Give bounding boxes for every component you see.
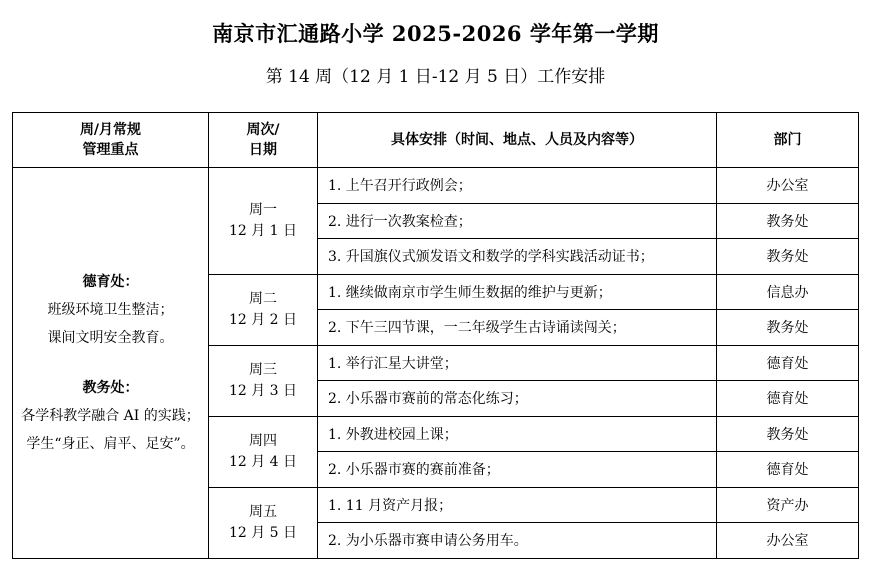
department-cell: 德育处 <box>717 381 859 417</box>
day-cell-wednesday <box>209 345 318 416</box>
date-label: 12 月 4 日 <box>228 453 298 470</box>
arrangement-cell: 1. 上午召开行政例会； <box>318 168 717 204</box>
header-focus-line1: 周/月常规 <box>79 122 142 138</box>
moral-focus-item: 班级环境卫生整洁； <box>47 301 174 318</box>
arrangement-cell: 2. 小乐器市赛前的常态化练习； <box>318 381 717 417</box>
header-department: 部门 <box>717 113 859 168</box>
table-row <box>13 168 859 204</box>
arrangement-cell: 2. 为小乐器市赛申请公务用车。 <box>318 523 717 559</box>
arrangement-cell: 1. 外教进校园上课； <box>318 416 717 452</box>
department-cell: 信息办 <box>717 274 859 310</box>
date-label: 12 月 2 日 <box>228 311 298 328</box>
day-cell-thursday <box>209 416 318 487</box>
department-cell: 德育处 <box>717 345 859 381</box>
arrangement-cell: 2. 下午三四节课，一二年级学生古诗诵读闯关； <box>318 310 717 346</box>
arrangement-cell: 1. 继续做南京市学生师生数据的维护与更新； <box>318 274 717 310</box>
day-cell-monday <box>209 168 318 275</box>
department-cell: 教务处 <box>717 203 859 239</box>
arrangement-cell: 2. 进行一次教案检查； <box>318 203 717 239</box>
department-cell: 资产办 <box>717 487 859 523</box>
arrangement-cell: 2. 小乐器市赛的赛前准备； <box>318 452 717 488</box>
arrangement-cell: 1. 11 月资产月报； <box>318 487 717 523</box>
academic-focus-item: 各学科教学融合 AI 的实践； <box>21 407 200 424</box>
weekday-label: 周四 <box>249 432 277 449</box>
date-label: 12 月 5 日 <box>228 524 298 541</box>
arrangement-cell: 3. 升国旗仪式颁发语文和数学的学科实践活动证书； <box>318 239 717 275</box>
department-cell: 教务处 <box>717 310 859 346</box>
management-focus-cell <box>13 168 209 559</box>
department-cell: 办公室 <box>717 523 859 559</box>
weekday-label: 周五 <box>249 503 277 520</box>
header-week-line2: 日期 <box>249 142 277 158</box>
header-focus <box>13 113 209 168</box>
department-cell: 办公室 <box>717 168 859 204</box>
schedule-table <box>12 112 859 559</box>
header-arrangement: 具体安排（时间、地点、人员及内容等） <box>318 113 717 168</box>
header-week-date <box>209 113 318 168</box>
day-cell-tuesday <box>209 274 318 345</box>
day-cell-friday <box>209 487 318 558</box>
moral-focus-item: 课间文明安全教育。 <box>47 329 174 346</box>
weekday-label: 周二 <box>249 290 277 307</box>
department-cell: 教务处 <box>717 416 859 452</box>
date-label: 12 月 1 日 <box>228 222 298 239</box>
date-label: 12 月 3 日 <box>228 382 298 399</box>
department-cell: 德育处 <box>717 452 859 488</box>
weekday-label: 周三 <box>249 361 277 378</box>
header-row <box>13 113 859 168</box>
page-subtitle: 第 14 周（12 月 1 日-12 月 5 日）工作安排 <box>265 67 606 87</box>
header-week-line1: 周次/ <box>246 122 280 138</box>
page-title: 南京市汇通路小学 2025-2026 学年第一学期 <box>212 21 659 46</box>
weekday-label: 周一 <box>249 201 277 218</box>
moral-dept-heading: 德育处： <box>82 273 139 290</box>
header-focus-line2: 管理重点 <box>82 142 139 158</box>
academic-dept-heading: 教务处： <box>82 379 139 396</box>
arrangement-cell: 1. 举行汇星大讲堂； <box>318 345 717 381</box>
department-cell: 教务处 <box>717 239 859 275</box>
academic-focus-item: 学生“身正、肩平、足安”。 <box>26 435 195 452</box>
